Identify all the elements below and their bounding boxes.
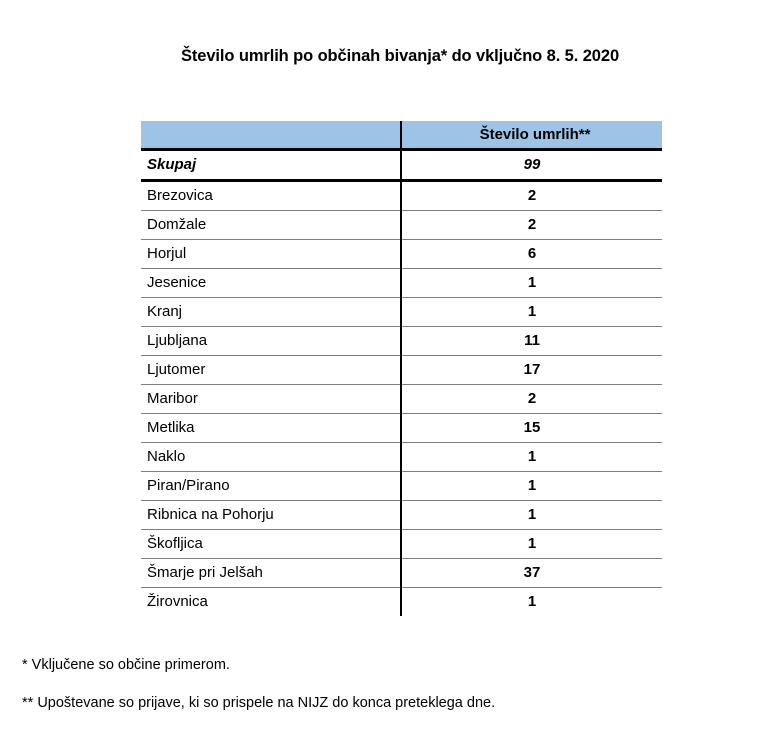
municipality-cell: Ljutomer (141, 356, 401, 385)
municipality-cell: Horjul (141, 240, 401, 269)
deaths-by-municipality-table (141, 121, 662, 616)
municipality-cell: Naklo (141, 443, 401, 472)
table-row (141, 269, 662, 298)
table-row (141, 327, 662, 356)
municipality-cell: Metlika (141, 414, 401, 443)
deaths-cell: 1 (401, 443, 662, 472)
deaths-cell: 2 (401, 211, 662, 240)
deaths-cell: 1 (401, 530, 662, 559)
table-row (141, 472, 662, 501)
deaths-cell: 1 (401, 588, 662, 617)
table-row (141, 588, 662, 617)
deaths-cell: 1 (401, 298, 662, 327)
municipality-cell: Domžale (141, 211, 401, 240)
municipality-cell: Šmarje pri Jelšah (141, 559, 401, 588)
table-row (141, 559, 662, 588)
total-label: Skupaj (141, 150, 401, 181)
total-value: 99 (401, 150, 662, 181)
table-row (141, 443, 662, 472)
deaths-cell: 1 (401, 501, 662, 530)
municipality-cell: Kranj (141, 298, 401, 327)
table-header-row (141, 121, 662, 150)
table-row (141, 385, 662, 414)
table-row (141, 211, 662, 240)
deaths-cell: 17 (401, 356, 662, 385)
header-deaths: Število umrlih** (401, 121, 662, 150)
municipality-cell: Jesenice (141, 269, 401, 298)
deaths-cell: 11 (401, 327, 662, 356)
table-row (141, 501, 662, 530)
municipality-cell: Piran/Pirano (141, 472, 401, 501)
municipality-cell: Ribnica na Pohorju (141, 501, 401, 530)
deaths-cell: 2 (401, 385, 662, 414)
table-row (141, 530, 662, 559)
total-row (141, 150, 662, 181)
deaths-cell: 2 (401, 181, 662, 211)
footnote-reports: ** Upoštevane so prijave, ki so prispele na NIJZ do konca preteklega dne. (22, 695, 496, 711)
municipality-cell: Škofljica (141, 530, 401, 559)
deaths-cell: 15 (401, 414, 662, 443)
deaths-cell: 1 (401, 269, 662, 298)
deaths-cell: 37 (401, 559, 662, 588)
table-row (141, 298, 662, 327)
page-title: Število umrlih po občinah bivanja* do vključno 8. 5. 2020 (180, 47, 620, 65)
municipality-cell: Maribor (141, 385, 401, 414)
municipality-cell: Žirovnica (147, 593, 208, 610)
deaths-cell: 6 (401, 240, 662, 269)
municipality-cell: Brezovica (141, 181, 401, 211)
footnote-municipalities: * Vključene so občine primerom. (22, 657, 230, 673)
municipality-cell: Ljubljana (141, 327, 401, 356)
header-municipality (141, 121, 401, 150)
deaths-cell: 1 (401, 472, 662, 501)
table-row (141, 181, 662, 211)
table-row (141, 356, 662, 385)
table-row (141, 414, 662, 443)
table-row (141, 240, 662, 269)
